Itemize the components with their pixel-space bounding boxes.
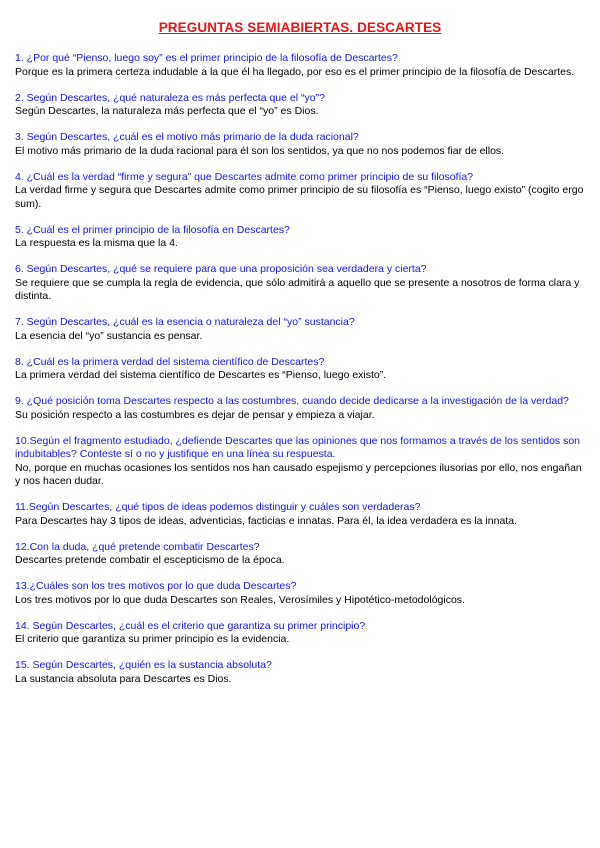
- qa-item-14: [15, 620, 587, 647]
- answer-1: Porque es la primera certeza indudable a la que él ha llegado, por eso es el primer principio de la filosofía de Descartes.: [15, 65, 575, 78]
- qa-item-9: [15, 395, 587, 422]
- qa-item-15: [15, 659, 587, 686]
- answer-5: La respuesta es la misma que la 4.: [15, 237, 178, 249]
- qa-item-4: [15, 171, 587, 212]
- qa-item-10: [15, 435, 587, 489]
- answer-13: Los tres motivos por lo que duda Descartes son Reales, Verosímiles y Hipotético-metodológicos.: [15, 593, 465, 606]
- qa-item-6: [15, 263, 587, 304]
- question-10: 10.Según el fragmento estudiado, ¿defiende Descartes que las opiniones que nos formamos a través de los sentidos son indubitables? Conteste sí o no y justifique en una línea su respuesta.: [15, 434, 581, 460]
- question-3: 3. Según Descartes, ¿cuál es el motivo más primario de la duda racional?: [15, 131, 359, 143]
- qa-item-13: [15, 580, 587, 607]
- answer-6: Se requiere que se cumpla la regla de evidencia, que sólo admitirá a aquello que se presente a nosotros de forma clara y distinta.: [15, 276, 580, 302]
- answer-15: La sustancia absoluta para Descartes es Dios.: [15, 672, 232, 685]
- answer-8: La primera verdad del sistema científico de Descartes es “Pienso, luego existo”.: [15, 369, 387, 381]
- qa-item-5: [15, 224, 587, 251]
- answer-12: Descartes pretende combatir el escepticismo de la época.: [15, 554, 285, 566]
- answer-4: La verdad firme y segura que Descartes admite como primer principio de su filosofía es “Pienso, luego existo” (cogito ergo sum).: [15, 184, 584, 210]
- page-title: PREGUNTAS SEMIABIERTAS. DESCARTES: [158, 20, 442, 35]
- answer-2: Según Descartes, la naturaleza más perfecta que el “yo” es Dios.: [15, 105, 319, 117]
- question-1: 1. ¿Por qué “Pienso, luego soy” es el primer principio de la filosofía de Descartes?: [15, 52, 398, 64]
- question-6: 6. Según Descartes, ¿qué se requiere para que una proposición sea verdadera y cierta?: [15, 263, 427, 275]
- question-2: 2. Según Descartes, ¿qué naturaleza es más perfecta que el “yo”?: [15, 91, 325, 104]
- answer-7: La esencia del “yo” sustancia es pensar.: [15, 329, 203, 342]
- qa-item-1: [15, 52, 587, 79]
- qa-item-12: [15, 541, 587, 568]
- question-9: 9. ¿Qué posición toma Descartes respecto a las costumbres, cuando decide dedicarse a la investigación de la verdad?: [15, 395, 569, 407]
- question-14: 14. Según Descartes, ¿cuál es el criterio que garantiza su primer principio?: [15, 619, 366, 632]
- question-11: 11.Según Descartes, ¿qué tipos de ideas podemos distinguir y cuáles son verdaderas?: [15, 501, 421, 513]
- question-15: 15. Según Descartes, ¿quién es la sustancia absoluta?: [15, 659, 272, 671]
- question-7: 7. Según Descartes, ¿cuál es la esencia o naturaleza del “yo” sustancia?: [15, 316, 355, 328]
- question-13: 13.¿Cuáles son los tres motivos por lo que duda Descartes?: [15, 580, 297, 592]
- answer-11: Para Descartes hay 3 tipos de ideas, adventicias, facticias e innatas. Para él, la idea verdadera es la innata.: [15, 514, 517, 527]
- question-8: 8. ¿Cuál es la primera verdad del sistema científico de Descartes?: [15, 355, 325, 368]
- qa-item-8: [15, 356, 587, 383]
- qa-item-3: [15, 131, 587, 158]
- qa-item-7: [15, 316, 587, 343]
- answer-14: El criterio que garantiza su primer principio es la evidencia.: [15, 633, 290, 645]
- answer-10: No, porque en muchas ocasiones los sentidos nos han causado espejismo y percepciones ilusorias por ello, nos engañan y nos hacen dudar.: [15, 461, 582, 487]
- answer-3: El motivo más primario de la duda racional para él son los sentidos, ya que no nos podemos fiar de ellos.: [15, 144, 505, 157]
- qa-item-11: [15, 501, 587, 528]
- question-5: 5. ¿Cuál es el primer principio de la filosofía en Descartes?: [15, 223, 290, 236]
- answer-9: Su posición respecto a las costumbres es dejar de pensar y empieza a viajar.: [15, 408, 375, 421]
- question-12: 12.Con la duda, ¿qué pretende combatir Descartes?: [15, 540, 260, 553]
- qa-list: [15, 52, 587, 699]
- question-4: 4. ¿Cuál es la verdad “firme y segura” que Descartes admite como primer principio de su filosofía?: [15, 170, 474, 183]
- qa-item-2: [15, 92, 587, 119]
